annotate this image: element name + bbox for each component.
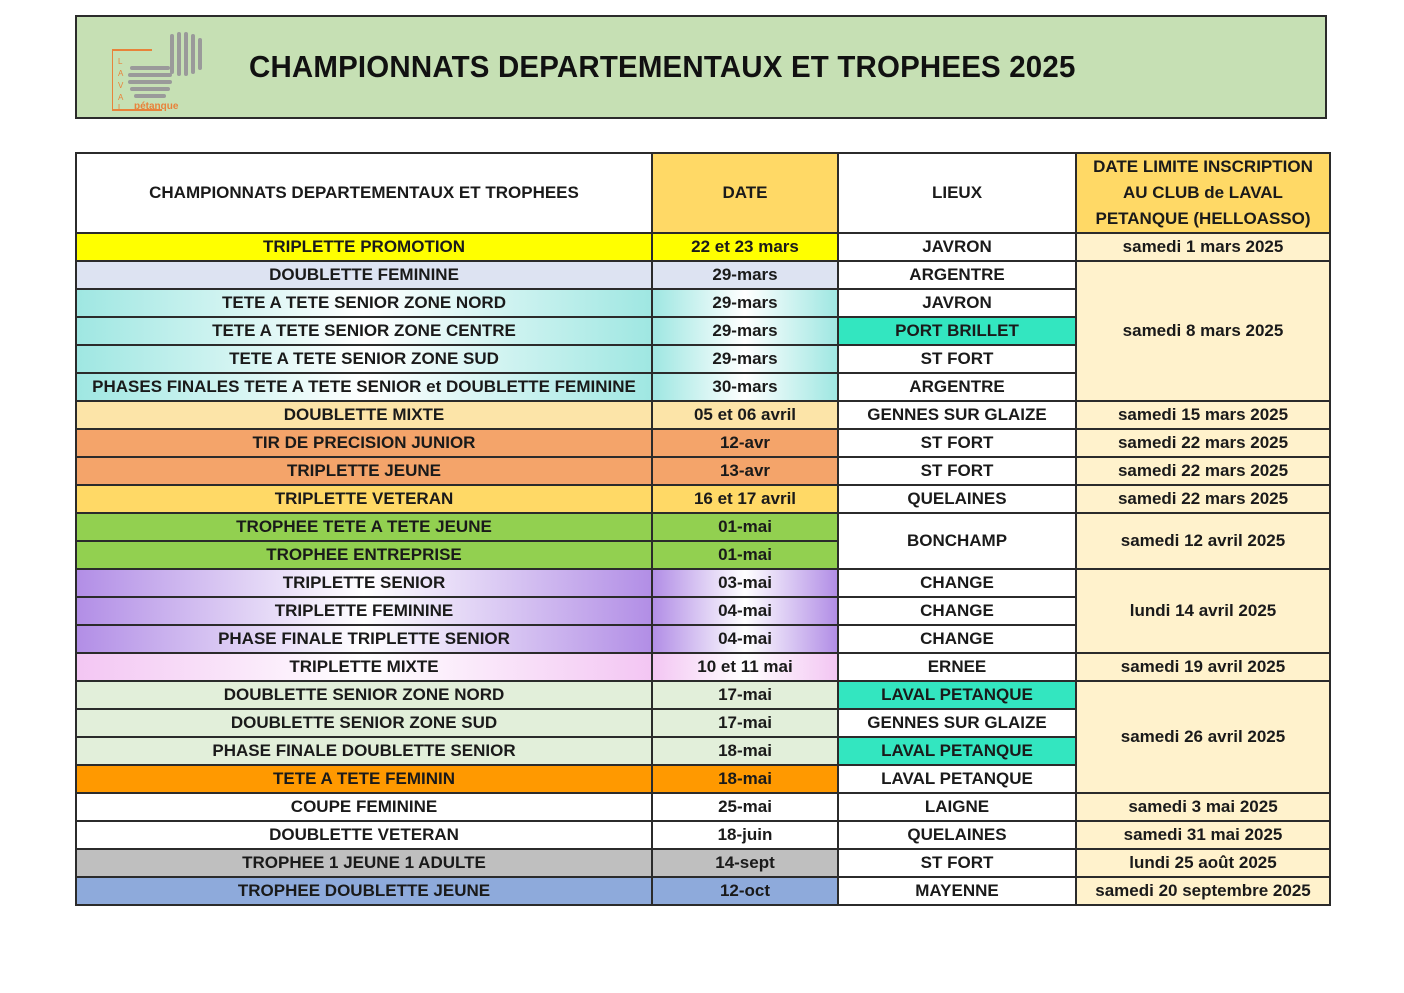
- event-name: DOUBLETTE FEMININE: [76, 261, 652, 289]
- column-header-lieu: LIEUX: [838, 153, 1076, 233]
- event-lieu: JAVRON: [838, 289, 1076, 317]
- event-lieu: ARGENTRE: [838, 373, 1076, 401]
- registration-deadline: samedi 22 mars 2025: [1076, 485, 1330, 513]
- event-lieu: CHANGE: [838, 597, 1076, 625]
- registration-deadline: samedi 22 mars 2025: [1076, 457, 1330, 485]
- event-lieu: BONCHAMP: [838, 513, 1076, 569]
- event-date: 29-mars: [652, 261, 838, 289]
- event-name: TROPHEE TETE A TETE JEUNE: [76, 513, 652, 541]
- laval-petanque-logo: [112, 30, 212, 112]
- event-date: 29-mars: [652, 345, 838, 373]
- event-date: 30-mars: [652, 373, 838, 401]
- event-name: TROPHEE 1 JEUNE 1 ADULTE: [76, 849, 652, 877]
- event-date: 13-avr: [652, 457, 838, 485]
- event-date: 16 et 17 avril: [652, 485, 838, 513]
- logo-letter: A: [118, 93, 124, 102]
- table-row: [76, 569, 1330, 597]
- event-name: TROPHEE DOUBLETTE JEUNE: [76, 877, 652, 905]
- registration-deadline: lundi 25 août 2025: [1076, 849, 1330, 877]
- event-lieu: GENNES SUR GLAIZE: [838, 401, 1076, 429]
- event-date: 18-mai: [652, 737, 838, 765]
- registration-deadline: samedi 12 avril 2025: [1076, 513, 1330, 569]
- table-row: [76, 429, 1330, 457]
- event-lieu: GENNES SUR GLAIZE: [838, 709, 1076, 737]
- event-name: COUPE FEMININE: [76, 793, 652, 821]
- event-date: 14-sept: [652, 849, 838, 877]
- event-date: 29-mars: [652, 317, 838, 345]
- event-lieu: ARGENTRE: [838, 261, 1076, 289]
- table-row: [76, 681, 1330, 709]
- event-date: 17-mai: [652, 681, 838, 709]
- table-row: [76, 233, 1330, 261]
- event-date: 12-oct: [652, 877, 838, 905]
- event-name: TRIPLETTE JEUNE: [76, 457, 652, 485]
- event-lieu: ST FORT: [838, 345, 1076, 373]
- event-date: 12-avr: [652, 429, 838, 457]
- table-row: [76, 793, 1330, 821]
- title-banner: [75, 15, 1327, 119]
- column-header-name: CHAMPIONNATS DEPARTEMENTAUX ET TROPHEES: [76, 153, 652, 233]
- table-row: [76, 849, 1330, 877]
- event-name: PHASE FINALE DOUBLETTE SENIOR: [76, 737, 652, 765]
- event-lieu: MAYENNE: [838, 877, 1076, 905]
- event-name: TRIPLETTE FEMININE: [76, 597, 652, 625]
- schedule-body: [76, 233, 1330, 905]
- event-name: TRIPLETTE VETERAN: [76, 485, 652, 513]
- event-lieu: QUELAINES: [838, 485, 1076, 513]
- event-date: 18-juin: [652, 821, 838, 849]
- event-date: 18-mai: [652, 765, 838, 793]
- table-row: [76, 457, 1330, 485]
- column-header-limit: DATE LIMITE INSCRIPTION AU CLUB de LAVAL PETANQUE (HELLOASSO): [1076, 153, 1330, 233]
- event-date: 05 et 06 avril: [652, 401, 838, 429]
- event-name: DOUBLETTE SENIOR ZONE SUD: [76, 709, 652, 737]
- registration-deadline: samedi 26 avril 2025: [1076, 681, 1330, 793]
- registration-deadline: samedi 3 mai 2025: [1076, 793, 1330, 821]
- event-name: TROPHEE ENTREPRISE: [76, 541, 652, 569]
- column-header-date: DATE: [652, 153, 838, 233]
- event-lieu: CHANGE: [838, 625, 1076, 653]
- event-date: 04-mai: [652, 625, 838, 653]
- event-lieu: ST FORT: [838, 429, 1076, 457]
- logo-petanque-text: pétanque: [134, 101, 179, 112]
- event-lieu: QUELAINES: [838, 821, 1076, 849]
- table-header-row: [76, 153, 1330, 233]
- logo-letter: L: [118, 57, 123, 66]
- registration-deadline: samedi 22 mars 2025: [1076, 429, 1330, 457]
- event-name: DOUBLETTE SENIOR ZONE NORD: [76, 681, 652, 709]
- registration-deadline: lundi 14 avril 2025: [1076, 569, 1330, 653]
- event-date: 22 et 23 mars: [652, 233, 838, 261]
- event-name: TRIPLETTE MIXTE: [76, 653, 652, 681]
- event-name: DOUBLETTE MIXTE: [76, 401, 652, 429]
- event-date: 04-mai: [652, 597, 838, 625]
- event-date: 17-mai: [652, 709, 838, 737]
- registration-deadline: samedi 15 mars 2025: [1076, 401, 1330, 429]
- event-date: 25-mai: [652, 793, 838, 821]
- table-row: [76, 877, 1330, 905]
- table-row: [76, 401, 1330, 429]
- registration-deadline: samedi 8 mars 2025: [1076, 261, 1330, 401]
- event-name: PHASES FINALES TETE A TETE SENIOR et DOUBLETTE FEMININE: [76, 373, 652, 401]
- event-date: 10 et 11 mai: [652, 653, 838, 681]
- event-name: TETE A TETE FEMININ: [76, 765, 652, 793]
- event-lieu: LAVAL PETANQUE: [838, 765, 1076, 793]
- event-name: PHASE FINALE TRIPLETTE SENIOR: [76, 625, 652, 653]
- logo-letter: A: [118, 69, 124, 78]
- table-row: [76, 653, 1330, 681]
- table-row: [76, 821, 1330, 849]
- event-lieu: JAVRON: [838, 233, 1076, 261]
- event-lieu: CHANGE: [838, 569, 1076, 597]
- event-name: TRIPLETTE PROMOTION: [76, 233, 652, 261]
- page-title: CHAMPIONNATS DEPARTEMENTAUX ET TROPHEES 2025: [249, 49, 1076, 84]
- table-row: [76, 261, 1330, 289]
- event-name: TIR DE PRECISION JUNIOR: [76, 429, 652, 457]
- event-name: TETE A TETE SENIOR ZONE CENTRE: [76, 317, 652, 345]
- event-name: TRIPLETTE SENIOR: [76, 569, 652, 597]
- event-date: 01-mai: [652, 513, 838, 541]
- registration-deadline: samedi 1 mars 2025: [1076, 233, 1330, 261]
- registration-deadline: samedi 20 septembre 2025: [1076, 877, 1330, 905]
- event-name: DOUBLETTE VETERAN: [76, 821, 652, 849]
- event-date: 03-mai: [652, 569, 838, 597]
- event-lieu: ST FORT: [838, 457, 1076, 485]
- logo-letter: L: [118, 103, 123, 112]
- event-lieu: PORT BRILLET: [838, 317, 1076, 345]
- event-lieu: LAVAL PETANQUE: [838, 737, 1076, 765]
- event-lieu: LAIGNE: [838, 793, 1076, 821]
- event-lieu: LAVAL PETANQUE: [838, 681, 1076, 709]
- event-name: TETE A TETE SENIOR ZONE SUD: [76, 345, 652, 373]
- event-date: 01-mai: [652, 541, 838, 569]
- registration-deadline: samedi 31 mai 2025: [1076, 821, 1330, 849]
- logo-letter: V: [118, 81, 124, 90]
- table-row: [76, 485, 1330, 513]
- event-lieu: ERNEE: [838, 653, 1076, 681]
- schedule-table: [75, 152, 1331, 906]
- event-lieu: ST FORT: [838, 849, 1076, 877]
- event-date: 29-mars: [652, 289, 838, 317]
- registration-deadline: samedi 19 avril 2025: [1076, 653, 1330, 681]
- event-name: TETE A TETE SENIOR ZONE NORD: [76, 289, 652, 317]
- table-row: [76, 513, 1330, 541]
